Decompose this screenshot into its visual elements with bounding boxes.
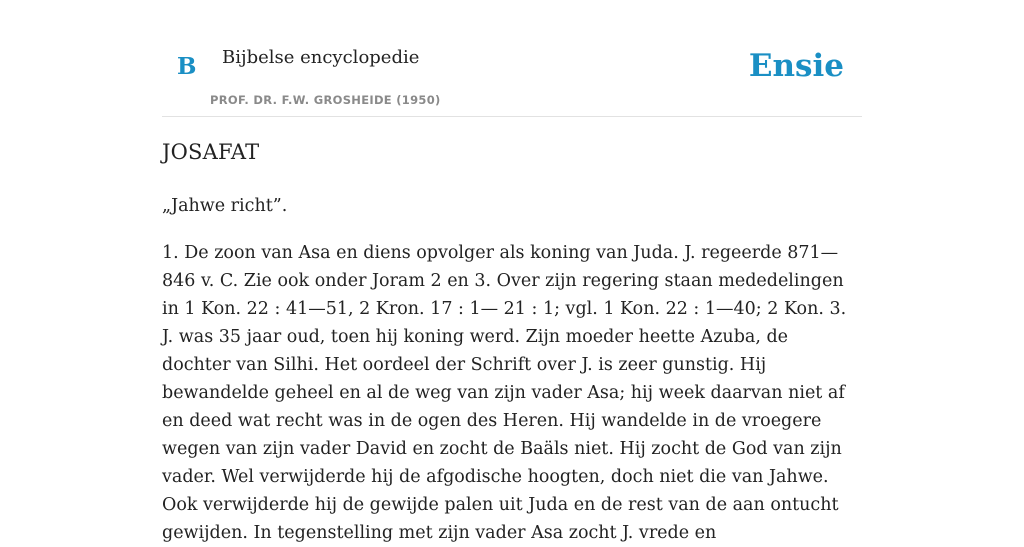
header (162, 0, 862, 117)
ensie-logo[interactable]: Ensie (748, 48, 844, 84)
book-title-link[interactable]: Bijbelse encyclopedie (222, 47, 420, 68)
article-meaning: „Jahwe richt”. (162, 196, 288, 216)
article-title: JOSAFAT (162, 140, 260, 164)
book-author: PROF. DR. F.W. GROSHEIDE (1950) (210, 93, 441, 107)
page (162, 0, 862, 543)
source-logo[interactable]: B (177, 53, 197, 80)
article-body: 1. De zoon van Asa en diens opvolger als koning van Juda. J. regeerde 871—846 v. C. Zie ook onder Joram 2 en 3. Over zijn regering staan mededelingen in 1 Kon. 22 : 41—51, 2 Kron. 17 : 1— 21 : 1; vgl. 1 Kon. 22 : 1—40; 2 Kon. 3. J. was 35 jaar oud, toen hij koning werd. Zijn moeder heette Azuba, de dochter van Silhi. Het oordeel der Schrift over J. is zeer gunstig. Hij bewandelde geheel en al de weg van zijn vader Asa; hij week daarvan niet af en deed wat recht was in de ogen des Heren. Hij wandelde in de vroegere wegen van zijn vader David en zocht de Baäls niet. Hij zocht de God van zijn vader. Wel verwijderde hij de afgodische hoogten, doch niet die van Jahwe. Ook verwijderde hij de gewijde palen uit Juda en de rest van de aan ontucht gewijden. In tegenstelling met zijn vader Asa zocht J. vrede en (162, 243, 847, 543)
